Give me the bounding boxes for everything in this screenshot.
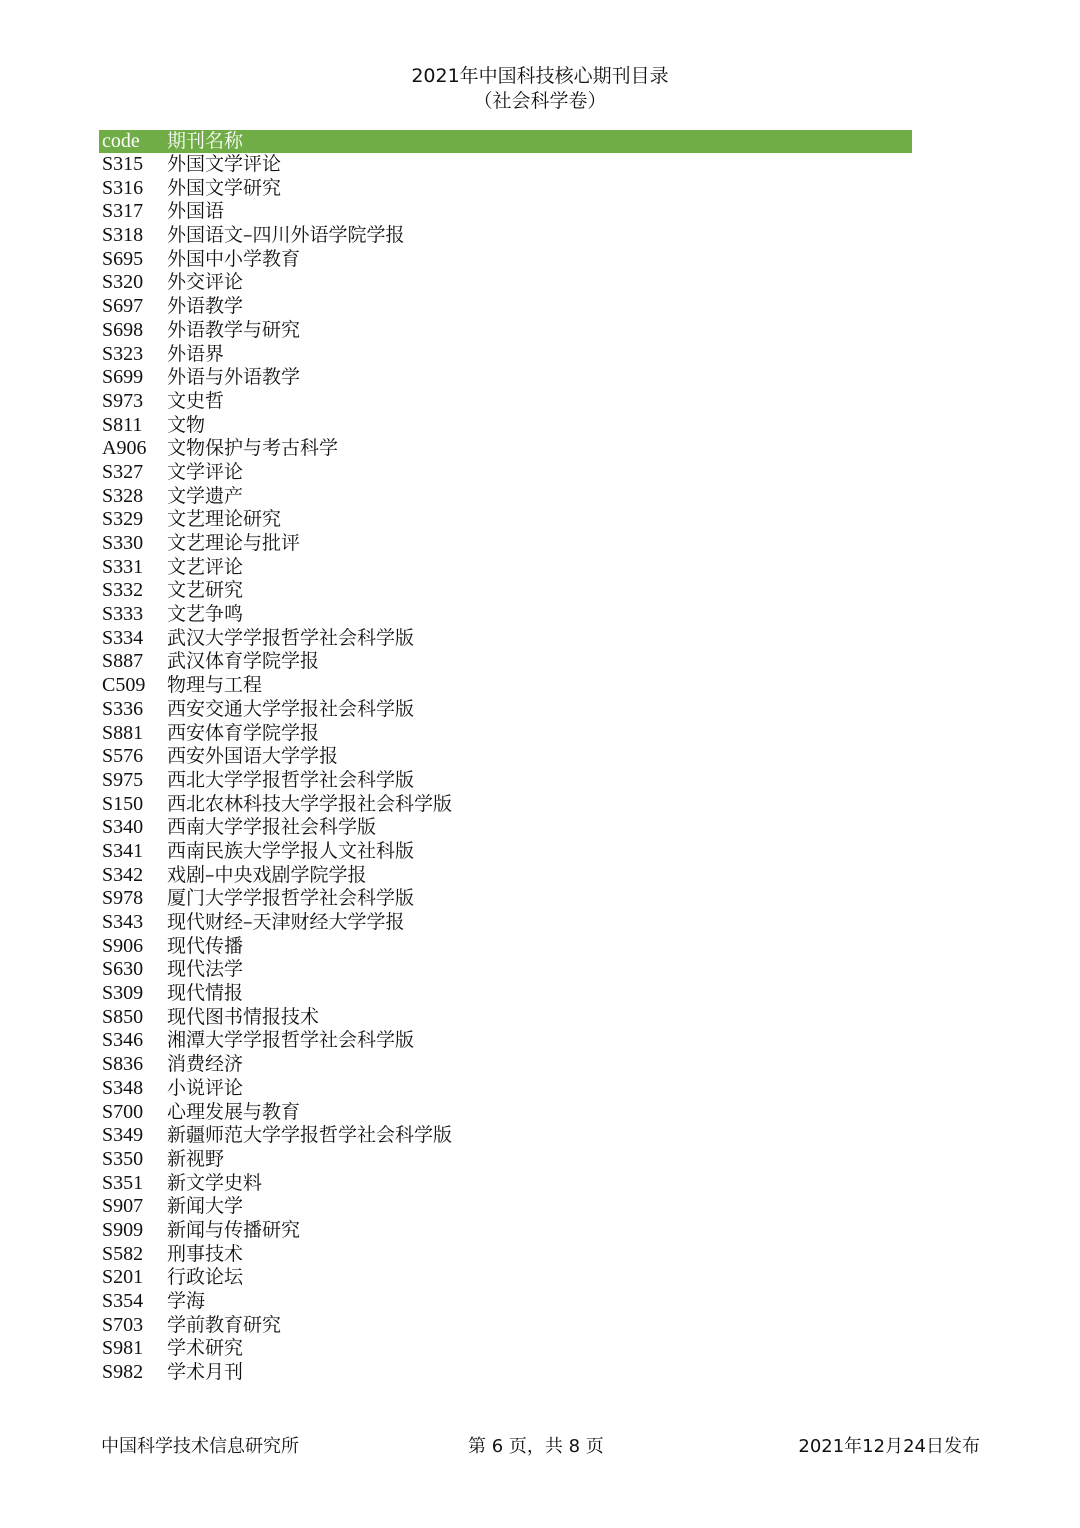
journal-name: 外国中小学教育 <box>167 247 301 270</box>
journal-name: 文艺评论 <box>167 555 244 578</box>
table-row <box>99 722 912 746</box>
table-row <box>99 1337 912 1361</box>
title-line-1: 2021年中国科技核心期刊目录 <box>411 65 669 87</box>
journal-name: 物理与工程 <box>167 674 263 697</box>
journal-name: 学术研究 <box>167 1337 244 1360</box>
journal-name: 文艺研究 <box>167 579 244 602</box>
journal-name: 文学评论 <box>167 460 244 483</box>
journal-code: S836 <box>102 1053 144 1076</box>
journal-name: 外语界 <box>167 342 225 365</box>
journal-code: S320 <box>102 271 144 294</box>
journal-name: 文艺理论与批评 <box>167 532 301 554</box>
table-row <box>99 1148 912 1172</box>
table-row <box>99 1314 912 1338</box>
journal-code: S350 <box>102 1147 144 1170</box>
journal-name: 现代财经–天津财经大学学报 <box>167 911 405 933</box>
journal-code: S697 <box>102 295 144 318</box>
journal-code: S327 <box>102 460 144 483</box>
journal-name: 外国文学研究 <box>167 176 282 199</box>
table-row <box>99 532 912 556</box>
table-row <box>99 627 912 651</box>
table-row <box>99 366 912 390</box>
journal-name: 新文学史料 <box>167 1171 263 1194</box>
table-row <box>99 319 912 343</box>
journal-code: S981 <box>102 1337 144 1360</box>
journal-code: S881 <box>102 721 144 744</box>
journal-code: S582 <box>102 1242 144 1265</box>
table-row <box>99 343 912 367</box>
journal-code: S630 <box>102 958 144 981</box>
journal-name: 西南民族大学学报人文社科版 <box>167 839 415 862</box>
table-row <box>99 816 912 840</box>
journal-name: 外语教学与研究 <box>167 318 301 341</box>
journal-code: S323 <box>102 342 144 365</box>
table-row <box>99 1266 912 1290</box>
journal-code: S699 <box>102 366 144 389</box>
header-code: code <box>102 130 140 152</box>
document-title <box>0 64 1080 114</box>
table-row <box>99 224 912 248</box>
journal-name: 现代情报 <box>167 982 244 1005</box>
journal-name: 西北农林科技大学学报社会科学版 <box>167 792 453 815</box>
table-header <box>99 130 912 153</box>
journal-code: S333 <box>102 603 144 626</box>
table-row <box>99 248 912 272</box>
journal-name: 现代图书情报技术 <box>167 1005 320 1028</box>
table-row <box>99 935 912 959</box>
journal-name: 西南大学学报社会科学版 <box>167 816 377 839</box>
journal-code: S354 <box>102 1290 144 1312</box>
table-row <box>99 769 912 793</box>
table-row <box>99 485 912 509</box>
journal-name: 湘潭大学学报哲学社会科学版 <box>167 1029 415 1052</box>
journal-name: 小说评论 <box>167 1076 244 1099</box>
journal-name: 外语与外语教学 <box>167 366 301 389</box>
journal-name: 武汉大学学报哲学社会科学版 <box>167 626 415 649</box>
journal-name: 心理发展与教育 <box>167 1100 301 1123</box>
journal-name: 新闻与传播研究 <box>167 1218 301 1241</box>
footer-publish-date: 2021年12月24日发布 <box>798 1436 980 1457</box>
journal-code: S700 <box>102 1100 144 1123</box>
journal-name: 戏剧–中央戏剧学院学报 <box>167 863 367 886</box>
table-row <box>99 698 912 722</box>
journal-name: 新视野 <box>167 1147 225 1170</box>
journal-code: S907 <box>102 1195 144 1218</box>
journal-name: 文艺争鸣 <box>167 603 244 626</box>
journal-name: 消费经济 <box>167 1053 244 1076</box>
journal-name: 文物 <box>167 413 206 436</box>
journal-name: 刑事技术 <box>167 1242 244 1265</box>
journal-code: S887 <box>102 650 144 673</box>
header-name: 期刊名称 <box>167 130 244 152</box>
table-row <box>99 650 912 674</box>
page-footer <box>0 1434 1080 1460</box>
journal-name: 文艺理论研究 <box>167 508 282 531</box>
table-row <box>99 1124 912 1148</box>
journal-code: S340 <box>102 816 144 839</box>
table-row <box>99 864 912 888</box>
journal-code: S909 <box>102 1218 144 1241</box>
journal-code: S336 <box>102 697 144 720</box>
journal-name: 厦门大学学报哲学社会科学版 <box>167 887 415 910</box>
journal-code: S703 <box>102 1313 144 1336</box>
table-row <box>99 1219 912 1243</box>
journal-code: S576 <box>102 745 144 768</box>
journal-name: 新疆师范大学学报哲学社会科学版 <box>167 1124 453 1147</box>
table-row <box>99 295 912 319</box>
journal-code: S332 <box>102 579 144 602</box>
journal-name: 外国语 <box>167 200 225 223</box>
journal-name: 外交评论 <box>167 271 244 294</box>
table-row <box>99 414 912 438</box>
journal-code: A906 <box>102 437 147 460</box>
journal-code: S150 <box>102 792 144 815</box>
table-row <box>99 556 912 580</box>
table-row <box>99 271 912 295</box>
journal-code: S330 <box>102 532 144 554</box>
journal-code: S318 <box>102 224 144 247</box>
journal-name: 西安外国语大学学报 <box>167 745 339 768</box>
table-row <box>99 1361 912 1385</box>
table-row <box>99 1077 912 1101</box>
table-row <box>99 579 912 603</box>
table-row <box>99 437 912 461</box>
table-row <box>99 887 912 911</box>
journal-name: 文史哲 <box>167 389 225 412</box>
title-line-2: （社会科学卷） <box>473 90 607 112</box>
journal-name: 现代法学 <box>167 958 244 981</box>
table-row <box>99 1029 912 1053</box>
table-row <box>99 390 912 414</box>
table-row <box>99 153 912 177</box>
table-row <box>99 1290 912 1314</box>
table-row <box>99 1172 912 1196</box>
journal-code: S334 <box>102 626 144 649</box>
table-row <box>99 1195 912 1219</box>
journal-name: 外国文学评论 <box>167 153 282 175</box>
journal-code: S341 <box>102 839 144 862</box>
journal-code: S811 <box>102 413 143 436</box>
journal-code: S695 <box>102 247 144 270</box>
journal-name: 文物保护与考古科学 <box>167 437 339 460</box>
journal-code: S351 <box>102 1171 144 1194</box>
table-row <box>99 1053 912 1077</box>
table-row <box>99 508 912 532</box>
table-row <box>99 461 912 485</box>
table-row <box>99 840 912 864</box>
journal-code: S975 <box>102 768 144 791</box>
table-row <box>99 982 912 1006</box>
table-row <box>99 745 912 769</box>
journal-table <box>99 130 912 1385</box>
journal-code: S317 <box>102 200 144 223</box>
footer-publisher: 中国科学技术信息研究所 <box>101 1436 299 1457</box>
table-row <box>99 674 912 698</box>
journal-name: 武汉体育学院学报 <box>167 650 320 673</box>
journal-code: S309 <box>102 982 144 1005</box>
journal-code: S342 <box>102 863 144 886</box>
journal-code: S349 <box>102 1124 144 1147</box>
table-row <box>99 911 912 935</box>
journal-code: S973 <box>102 389 144 412</box>
journal-code: S331 <box>102 555 144 578</box>
journal-code: S348 <box>102 1076 144 1099</box>
journal-name: 西安交通大学学报社会科学版 <box>167 697 415 720</box>
journal-code: S850 <box>102 1005 144 1028</box>
journal-code: S328 <box>102 484 144 507</box>
journal-code: S978 <box>102 887 144 910</box>
journal-name: 现代传播 <box>167 934 244 957</box>
journal-code: S315 <box>102 153 144 175</box>
table-row <box>99 793 912 817</box>
footer-page-number: 第 6 页，共 8 页 <box>468 1436 604 1457</box>
journal-name: 行政论坛 <box>167 1266 244 1289</box>
journal-code: S982 <box>102 1361 144 1384</box>
journal-code: C509 <box>102 674 146 697</box>
table-body <box>99 153 912 1385</box>
journal-code: S343 <box>102 911 144 933</box>
journal-code: S906 <box>102 934 144 957</box>
table-row <box>99 603 912 627</box>
journal-name: 西安体育学院学报 <box>167 721 320 744</box>
journal-name: 文学遗产 <box>167 484 244 507</box>
table-row <box>99 200 912 224</box>
journal-name: 西北大学学报哲学社会科学版 <box>167 768 415 791</box>
journal-name: 学前教育研究 <box>167 1313 282 1336</box>
table-row <box>99 1101 912 1125</box>
journal-name: 学海 <box>167 1290 206 1312</box>
journal-code: S329 <box>102 508 144 531</box>
table-row <box>99 1006 912 1030</box>
table-row <box>99 1243 912 1267</box>
journal-name: 外国语文–四川外语学院学报 <box>167 224 405 247</box>
journal-name: 新闻大学 <box>167 1195 244 1218</box>
table-row <box>99 177 912 201</box>
journal-code: S316 <box>102 176 144 199</box>
table-row <box>99 958 912 982</box>
journal-name: 学术月刊 <box>167 1361 244 1384</box>
journal-name: 外语教学 <box>167 295 244 318</box>
journal-code: S201 <box>102 1266 144 1289</box>
journal-code: S698 <box>102 318 144 341</box>
journal-code: S346 <box>102 1029 144 1052</box>
